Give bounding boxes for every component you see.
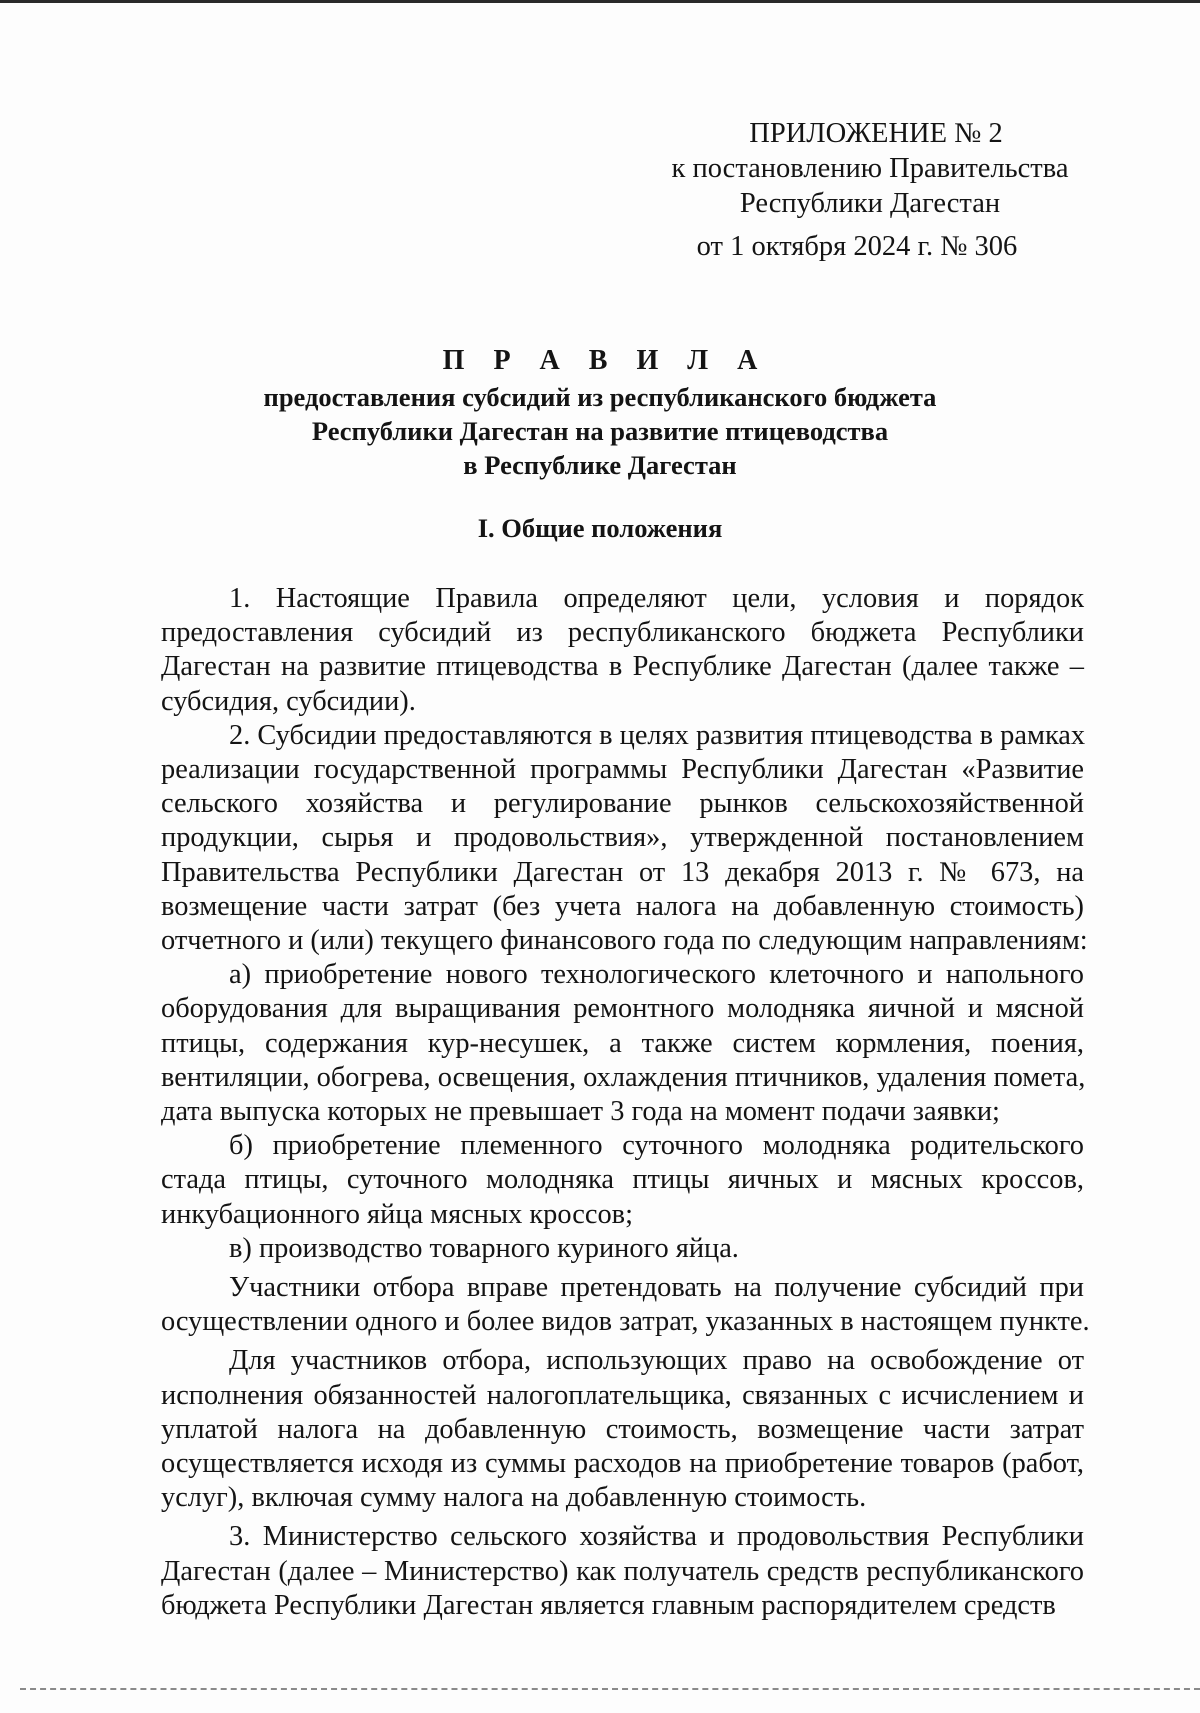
paragraph-line: возмещение части затрат (без учета налога на добавленную стоимость)	[161, 890, 1084, 922]
paragraph-line: продукции, сырья и продовольствия», утвержденной постановлением	[161, 822, 1084, 854]
appendix-date: от 1 октября 2024 г. № 306	[696, 231, 1018, 262]
paragraph-line: осуществляется исходя из суммы расходов на приобретение товаров (работ,	[161, 1448, 1084, 1480]
document-subtitle-line-2: Республики Дагестан на развитие птицеводства	[311, 416, 889, 446]
paragraph-line: уплатой налога на добавленную стоимость, возмещение части затрат	[161, 1413, 1084, 1445]
paragraph	[161, 958, 1084, 1129]
paragraph-line: Участники отбора вправе претендовать на получение субсидий при	[229, 1272, 1084, 1304]
paragraph-line: исполнения обязанностей налогоплательщика, связанных с исчислением и	[161, 1379, 1084, 1411]
paragraph-line: 2. Субсидии предоставляются в целях развития птицеводства в рамках	[229, 719, 1086, 751]
paragraph	[161, 1520, 1084, 1623]
paragraph	[161, 1129, 1084, 1232]
paragraph-line: а) приобретение нового технологического клеточного и напольного	[229, 959, 1084, 991]
appendix-number: ПРИЛОЖЕНИЕ № 2	[749, 118, 1003, 149]
paragraph-line: дата выпуска которых не превышает 3 года на момент подачи заявки;	[161, 1096, 1000, 1128]
paragraph-line: Дагестан на развитие птицеводства в Республике Дагестан (далее также –	[161, 651, 1084, 683]
paragraph-line: осуществлении одного и более видов затрат, указанных в настоящем пункте.	[161, 1306, 1090, 1338]
paragraph-line: субсидия, субсидии).	[161, 685, 416, 717]
page-bottom-edge	[20, 1688, 1200, 1690]
appendix-reference: к постановлению Правительства	[671, 153, 1069, 184]
paragraph-line: вентиляции, обогрева, освещения, охлаждения птичников, удаления помета,	[161, 1061, 1086, 1093]
paragraph-line: 3. Министерство сельского хозяйства и продовольствия Республики	[229, 1521, 1084, 1553]
paragraph-line: оборудования для выращивания ремонтного молодняка яичной и мясной	[161, 993, 1084, 1025]
paragraph-line: б) приобретение племенного суточного молодняка родительского	[229, 1130, 1084, 1162]
paragraph-line: в) производство товарного куриного яйца.	[229, 1232, 739, 1264]
document-subtitle-line-1: предоставления субсидий из республиканского бюджета	[263, 382, 937, 412]
paragraph-line: реализации государственной программы Республики Дагестан «Развитие	[161, 754, 1084, 786]
appendix-header	[640, 116, 1100, 264]
page-top-edge	[0, 0, 1200, 3]
paragraph	[161, 719, 1088, 958]
paragraph-line: Для участников отбора, использующих право на освобождение от	[229, 1345, 1084, 1377]
paragraph	[161, 1271, 1090, 1339]
paragraph	[161, 1232, 1084, 1266]
document-title: П Р А В И Л А	[442, 345, 769, 376]
document-subtitle-line-3: в Республике Дагестан	[463, 450, 737, 480]
paragraph-line: Дагестан (далее – Министерство) как получатель средств республиканского	[161, 1555, 1084, 1587]
paragraph-line: птицы, содержания кур-несушек, а также систем кормления, поения,	[161, 1027, 1084, 1059]
paragraph-line: 1. Настоящие Правила определяют цели, условия и порядок	[229, 583, 1084, 614]
appendix-authority: Республики Дагестан	[739, 188, 1001, 219]
paragraph-line: бюджета Республики Дагестан является главным распорядителем средств	[161, 1589, 1056, 1621]
paragraph-line: стада птицы, суточного молодняка птицы яичных и мясных кроссов,	[161, 1164, 1084, 1196]
paragraph-line: инкубационного яйца мясных кроссов;	[161, 1198, 633, 1230]
section-heading: I. Общие положения	[477, 513, 723, 543]
paragraph	[161, 582, 1084, 719]
document-title-block	[150, 344, 1050, 482]
paragraph-line: Правительства Республики Дагестан от 13 декабря 2013 г. № 673, на	[161, 856, 1084, 888]
document-body	[161, 582, 1090, 1623]
paragraph	[161, 1344, 1084, 1515]
paragraph-line: услуг), включая сумму налога на добавленную стоимость.	[161, 1482, 867, 1514]
paragraph-line: отчетного и (или) текущего финансового года по следующим направлениям:	[161, 925, 1088, 957]
paragraph-line: сельского хозяйства и регулирование рынков сельскохозяйственной	[161, 788, 1084, 820]
paragraph-line: предоставления субсидий из республиканского бюджета Республики	[161, 617, 1084, 649]
